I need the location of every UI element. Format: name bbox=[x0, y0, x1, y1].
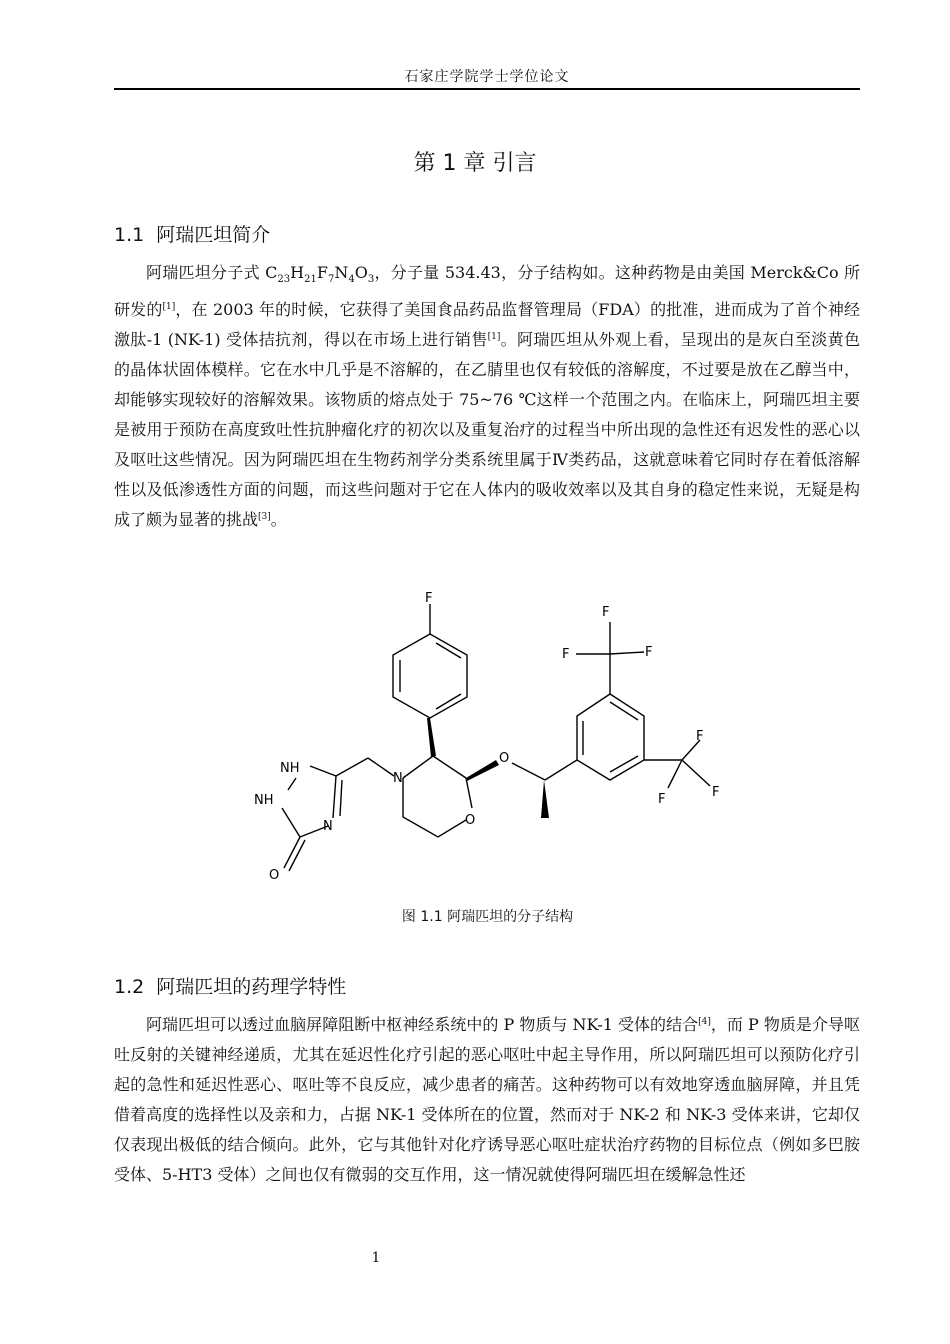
atom-label-f: F bbox=[562, 647, 570, 662]
atom-label-n: N bbox=[393, 771, 403, 786]
paragraph-1-1: 阿瑞匹坦分子式 $C_{23}H_{21}F_7N_4O_3$，分子量 534.43，分子结构如。这种药物是由美国 Merck&Co 所研发的[1]，在 2003 年的时候，它获得了美国食品药品监督管理局（FDA）的批准，进而成为了首个神经激肽-1 (NK-1) 受体拮抗剂，得以在市场上进行销售[1]。阿瑞匹坦从外观上看，呈现出的是灰白至淡黄色的晶体状固体模样。它在水中几乎是不溶解的，在乙腈里也仅有较低的溶解度，不过要是放在乙醇当中，却能够实现较好的溶解效果。该物质的熔点处于 75~76 ℃这样一个范围之内。在临床上，阿瑞匹坦主要是被用于预防在高度致吐性抗肿瘤化疗的初次以及重复治疗的过程当中所出现的急性还有迟发性的恶心以及呕吐这些情况。因为阿瑞匹坦在生物药剂学分类系统里属于Ⅳ类药品，这就意味着它同时存在着低溶解性以及低渗透性方面的问题，而这些问题对于它在人体内的吸收效率以及其自身的稳定性来说，无疑是构成了颇为显著的挑战[3]。 bbox=[114, 263, 860, 530]
atom-label-o: O bbox=[269, 868, 280, 880]
chapter-title: 第 1 章 引言 bbox=[413, 151, 537, 176]
citation-ref[interactable]: [1] bbox=[487, 332, 501, 343]
citation-ref[interactable]: [1] bbox=[162, 302, 176, 313]
section-title: 阿瑞匹坦简介 bbox=[156, 224, 271, 246]
section-heading-1-2 bbox=[114, 972, 346, 999]
atom-label-o: O bbox=[465, 813, 476, 828]
citation-ref[interactable]: [3] bbox=[258, 512, 271, 523]
section-heading-1-1 bbox=[114, 220, 270, 247]
atom-label-f: F bbox=[425, 591, 433, 606]
section-title: 阿瑞匹坦的药理学特性 bbox=[156, 976, 347, 998]
atom-label-nh: NH bbox=[254, 793, 274, 808]
header-rule bbox=[114, 88, 860, 90]
section-number: 1.2 bbox=[114, 976, 145, 998]
figure-caption: 图 1.1 阿瑞匹坦的分子结构 bbox=[401, 909, 574, 925]
section-number: 1.1 bbox=[114, 224, 145, 246]
atom-label-o: O bbox=[499, 751, 510, 766]
paragraph-1-2: 阿瑞匹坦可以透过血脑屏障阻断中枢神经系统中的 P 物质与 NK-1 受体的结合[4]，而 P 物质是介导呕吐反射的关键神经递质，尤其在延迟性化疗引起的恶心呕吐中起主导作用，所以阿瑞匹坦可以预防化疗引起的急性和延迟性恶心、呕吐等不良反应，减少患者的痛苦。这种药物可以有效地穿透血脑屏障，并且凭借着高度的选择性以及亲和力，占据 NK-1 受体所在的位置，然而对于 NK-2 和 NK-3 受体来讲，它却仅仅表现出极低的结合倾向。此外，它与其他针对化疗诱导恶心呕吐症状治疗药物的目标位点（例如多巴胺受体、5-HT3 受体）之间也仅有微弱的交互作用，这一情况就使得阿瑞匹坦在缓解急性还 bbox=[114, 1015, 860, 1184]
atom-label-n: N bbox=[323, 819, 333, 834]
atom-label-f: F bbox=[645, 645, 653, 660]
atom-label-f: F bbox=[658, 792, 666, 807]
atom-label-f: F bbox=[602, 605, 610, 620]
molecule-structure-figure bbox=[250, 590, 730, 880]
atom-label-f: F bbox=[712, 785, 720, 800]
citation-ref[interactable]: [4] bbox=[698, 1017, 711, 1027]
aprepitant-structure bbox=[250, 590, 730, 880]
atom-label-f: F bbox=[696, 729, 704, 744]
atom-label-nh: NH bbox=[280, 761, 300, 776]
running-header: 石家庄学院学士学位论文 bbox=[404, 69, 570, 85]
page-number: 1 bbox=[371, 1250, 381, 1266]
